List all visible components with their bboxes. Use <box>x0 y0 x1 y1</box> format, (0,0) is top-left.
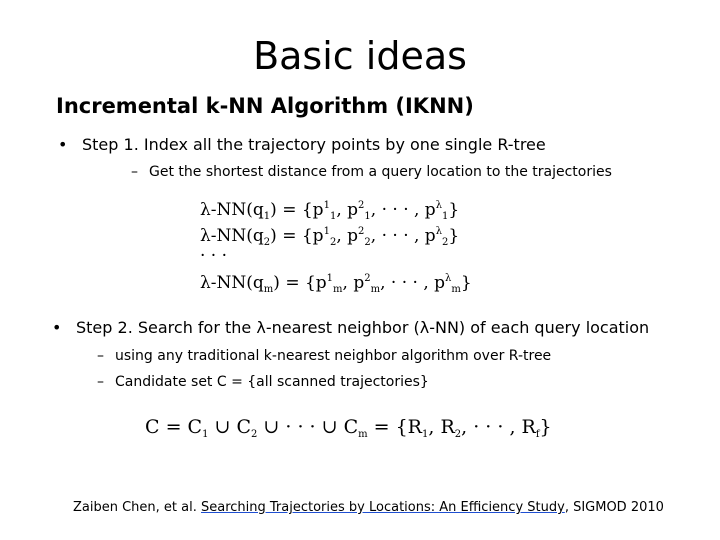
bullet-text: Step 2. Search for the λ-nearest neighbor (λ-NN) of each query location <box>76 318 650 337</box>
sub-bullet-marker: – <box>97 348 104 364</box>
sub-bullet-shortest-distance <box>131 164 612 180</box>
formula-row-2: $\lambda-NN(q_2) = \{p^1_2$, $p^2_2$, · · · , $p^\lambda_2$} <box>200 226 460 248</box>
bullet-step-2 <box>52 318 649 337</box>
sub-bullet-text: using any traditional k-nearest neighbor algorithm over R-tree <box>115 348 552 364</box>
formula-candidate-set: $C = C_1$ ∪ $C_2$ ∪ · · · ∪ $C_m = \{R_1$, $R_2$, · · · , $R_f$} <box>145 416 552 440</box>
sub-bullet-marker: – <box>131 164 138 180</box>
sub-bullet-traditional-knn <box>97 348 551 364</box>
formula-row-m: $\lambda-NN(q_m) = \{p^1_m$, $p^2_m$, · · · , $p^\lambda_m$} <box>200 273 472 295</box>
sub-bullet-marker: – <box>97 374 104 390</box>
bullet-marker: • <box>52 318 62 337</box>
slide-title: Basic ideas <box>253 34 467 78</box>
bullet-step-1 <box>58 135 546 154</box>
citation <box>73 500 664 515</box>
sub-bullet-candidate-set <box>97 374 429 390</box>
slide-subtitle: Incremental k-NN Algorithm (IKNN) <box>56 94 474 118</box>
citation-paper-link[interactable]: Searching Trajectories by Locations: An Efficiency Study <box>201 500 565 515</box>
formula-row-1: $\lambda-NN(q_1) = \{p^1_1$, $p^2_1$, · · · , $p^\lambda_1$} <box>200 200 460 222</box>
formula-ellipsis: · · · <box>200 246 228 266</box>
citation-authors: Zaiben Chen, et al. <box>73 500 201 515</box>
citation-venue: , SIGMOD 2010 <box>564 500 664 515</box>
sub-bullet-text: Candidate set C = {all scanned trajectories} <box>115 374 429 390</box>
bullet-marker: • <box>58 135 68 154</box>
sub-bullet-text: Get the shortest distance from a query location to the trajectories <box>149 164 612 180</box>
bullet-text: Step 1. Index all the trajectory points by one single R-tree <box>82 135 546 154</box>
